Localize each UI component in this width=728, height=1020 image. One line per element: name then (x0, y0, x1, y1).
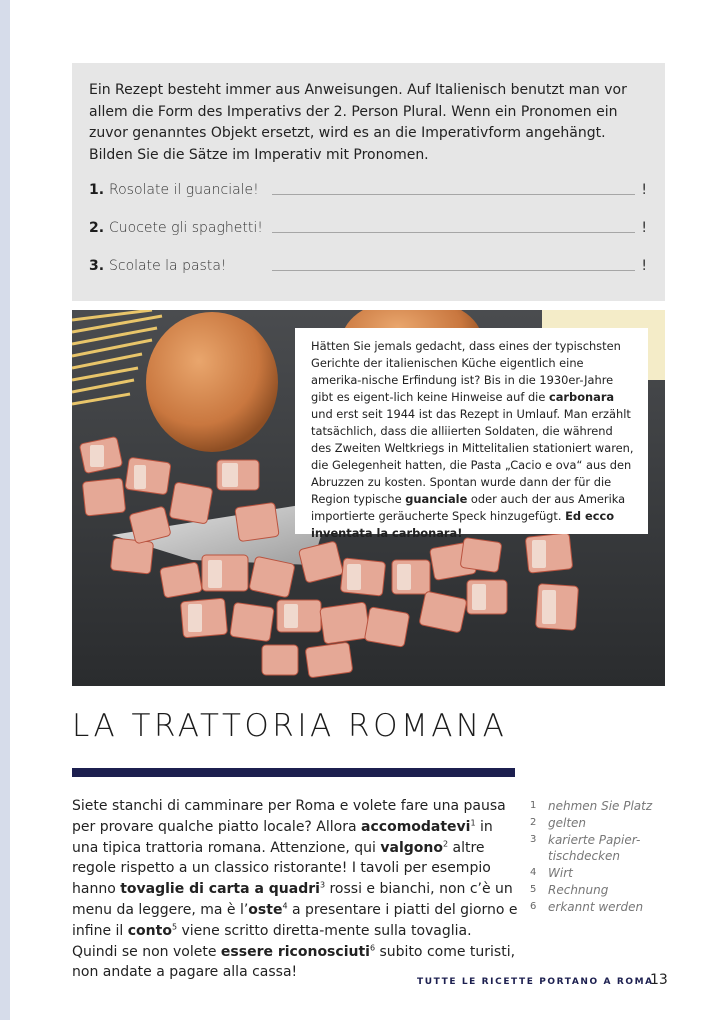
glossary-item (530, 832, 670, 866)
title-underline (72, 768, 515, 777)
answer-line[interactable] (272, 270, 635, 271)
vocab-term: valgono (380, 839, 443, 856)
glossary-translation: erkannt werden (548, 899, 644, 914)
running-footer-title: TUTTE LE RICETTE PORTANO A ROMA (417, 977, 654, 987)
exercise-instruction: Ein Rezept besteht immer aus Anweisungen. Auf Italienisch benutzt man vor allem die Form des Imperativs der 2. Person Plural. Wenn ein Pronomen ein zuvor genanntes Objekt ersetzt, wird es an die Imperativform angehängt. Bilden Sie die Sätze im Imperativ mit Pronomen. (89, 82, 627, 163)
vocab-term: oste (248, 901, 283, 918)
footnote-ref[interactable]: 2 (442, 838, 449, 848)
answer-line[interactable] (272, 232, 635, 233)
footnote-ref[interactable]: 6 (369, 942, 376, 952)
section-title: LA TRATTORIA ROMANA (72, 708, 508, 744)
vocab-term: accomodatevi (361, 818, 471, 835)
body-text: rossi e bianchi, non c’è un menu da leggere, ma è l’ (72, 881, 513, 918)
footnote-ref[interactable]: 1 (470, 818, 476, 828)
body-text: subito come turisti, non andate a pagare alla cassa! (72, 943, 516, 981)
glossary-translation: karierte Papier-tischdecken (548, 832, 641, 864)
exercise-number: 2. (89, 220, 105, 236)
glossary (530, 798, 670, 916)
glossary-number: 4 (530, 867, 537, 879)
vocab-term: tovaglie di carta a quadri (120, 881, 320, 898)
carbonara-info-box (295, 328, 648, 540)
glossary-number: 2 (530, 816, 537, 828)
exercise-end-mark: ! (641, 220, 647, 236)
body-text: Siete stanchi di camminare per Roma e volete fare una pausa per provare qualche piatto locale? Allora (72, 798, 506, 835)
footnote-ref[interactable]: 4 (282, 901, 288, 911)
body-paragraph (72, 796, 520, 983)
exercise-number: 3. (89, 258, 105, 274)
body-text: in una tipica trattoria romana. Attenzione, qui (72, 818, 493, 856)
body-text: a presentare i piatti del giorno e infine il (72, 901, 518, 939)
exercise-box (72, 63, 665, 301)
body-text: altre regole rispetto a un classico ristorante! I tavoli per esempio hanno (72, 839, 491, 898)
glossary-number: 6 (530, 900, 537, 912)
exercise-sentence: Cuocete gli spaghetti! (109, 220, 263, 236)
vocab-term: conto (127, 922, 172, 939)
glossary-item (530, 882, 670, 899)
glossary-number: 5 (530, 883, 537, 895)
info-text: oder auch der aus Amerika importierte geräucherte Speck hinzugefügt. (311, 492, 626, 523)
exercise-end-mark: ! (641, 258, 647, 274)
exercise-sentence: Rosolate il guanciale! (109, 182, 259, 198)
glossary-translation: Wirt (548, 866, 573, 881)
body-text: viene scritto diretta-mente sulla tovaglia. Quindi se non volete (72, 922, 472, 960)
info-text: und erst seit 1944 ist das Rezept in Umlauf. Man erzählt tatsächlich, dass die alliierten Soldaten, die während des Zweiten Weltkriegs in Mittelitalien stationiert waren, die Gelegenheit hatten, die Pasta „Cacio e ova“ aus den Abruzzen zu kosten. Spontan wurde dann der für die Region typische (311, 407, 634, 506)
glossary-item (530, 798, 670, 815)
info-closing-line: Ed ecco inventata la carbonara! (311, 509, 615, 540)
glossary-item (530, 899, 670, 916)
glossary-number: 3 (530, 833, 537, 845)
exercise-item-3 (89, 258, 647, 278)
exercise-number: 1. (89, 182, 105, 198)
exercise-sentence: Scolate la pasta! (109, 258, 227, 274)
glossary-translation: nehmen Sie Platz (548, 799, 653, 813)
answer-line[interactable] (272, 194, 635, 195)
vocab-term: essere riconosciuti (220, 943, 370, 960)
glossary-item (530, 865, 670, 882)
glossary-number: 1 (530, 800, 537, 811)
footnote-ref[interactable]: 3 (319, 880, 326, 890)
info-text: Hätten Sie jemals gedacht, dass eines der typischsten Gerichte der italienischen Küche eigentlich eine amerika-nische Erfindung ist? Bis in die 1930er-Jahre gibt es eigent-lich keine Hinweise auf die (311, 339, 621, 404)
info-highlight-carbonara: carbonara (548, 390, 615, 404)
info-highlight-guanciale: guanciale (405, 492, 468, 506)
glossary-item (530, 815, 670, 832)
page-edge-strip (0, 0, 10, 1020)
exercise-end-mark: ! (641, 182, 647, 198)
footnote-ref[interactable]: 5 (171, 922, 178, 932)
glossary-translation: gelten (548, 815, 587, 830)
page-number: 13 (650, 972, 668, 988)
glossary-translation: Rechnung (548, 882, 609, 897)
exercise-item-1 (89, 182, 647, 202)
exercise-item-2 (89, 220, 647, 240)
